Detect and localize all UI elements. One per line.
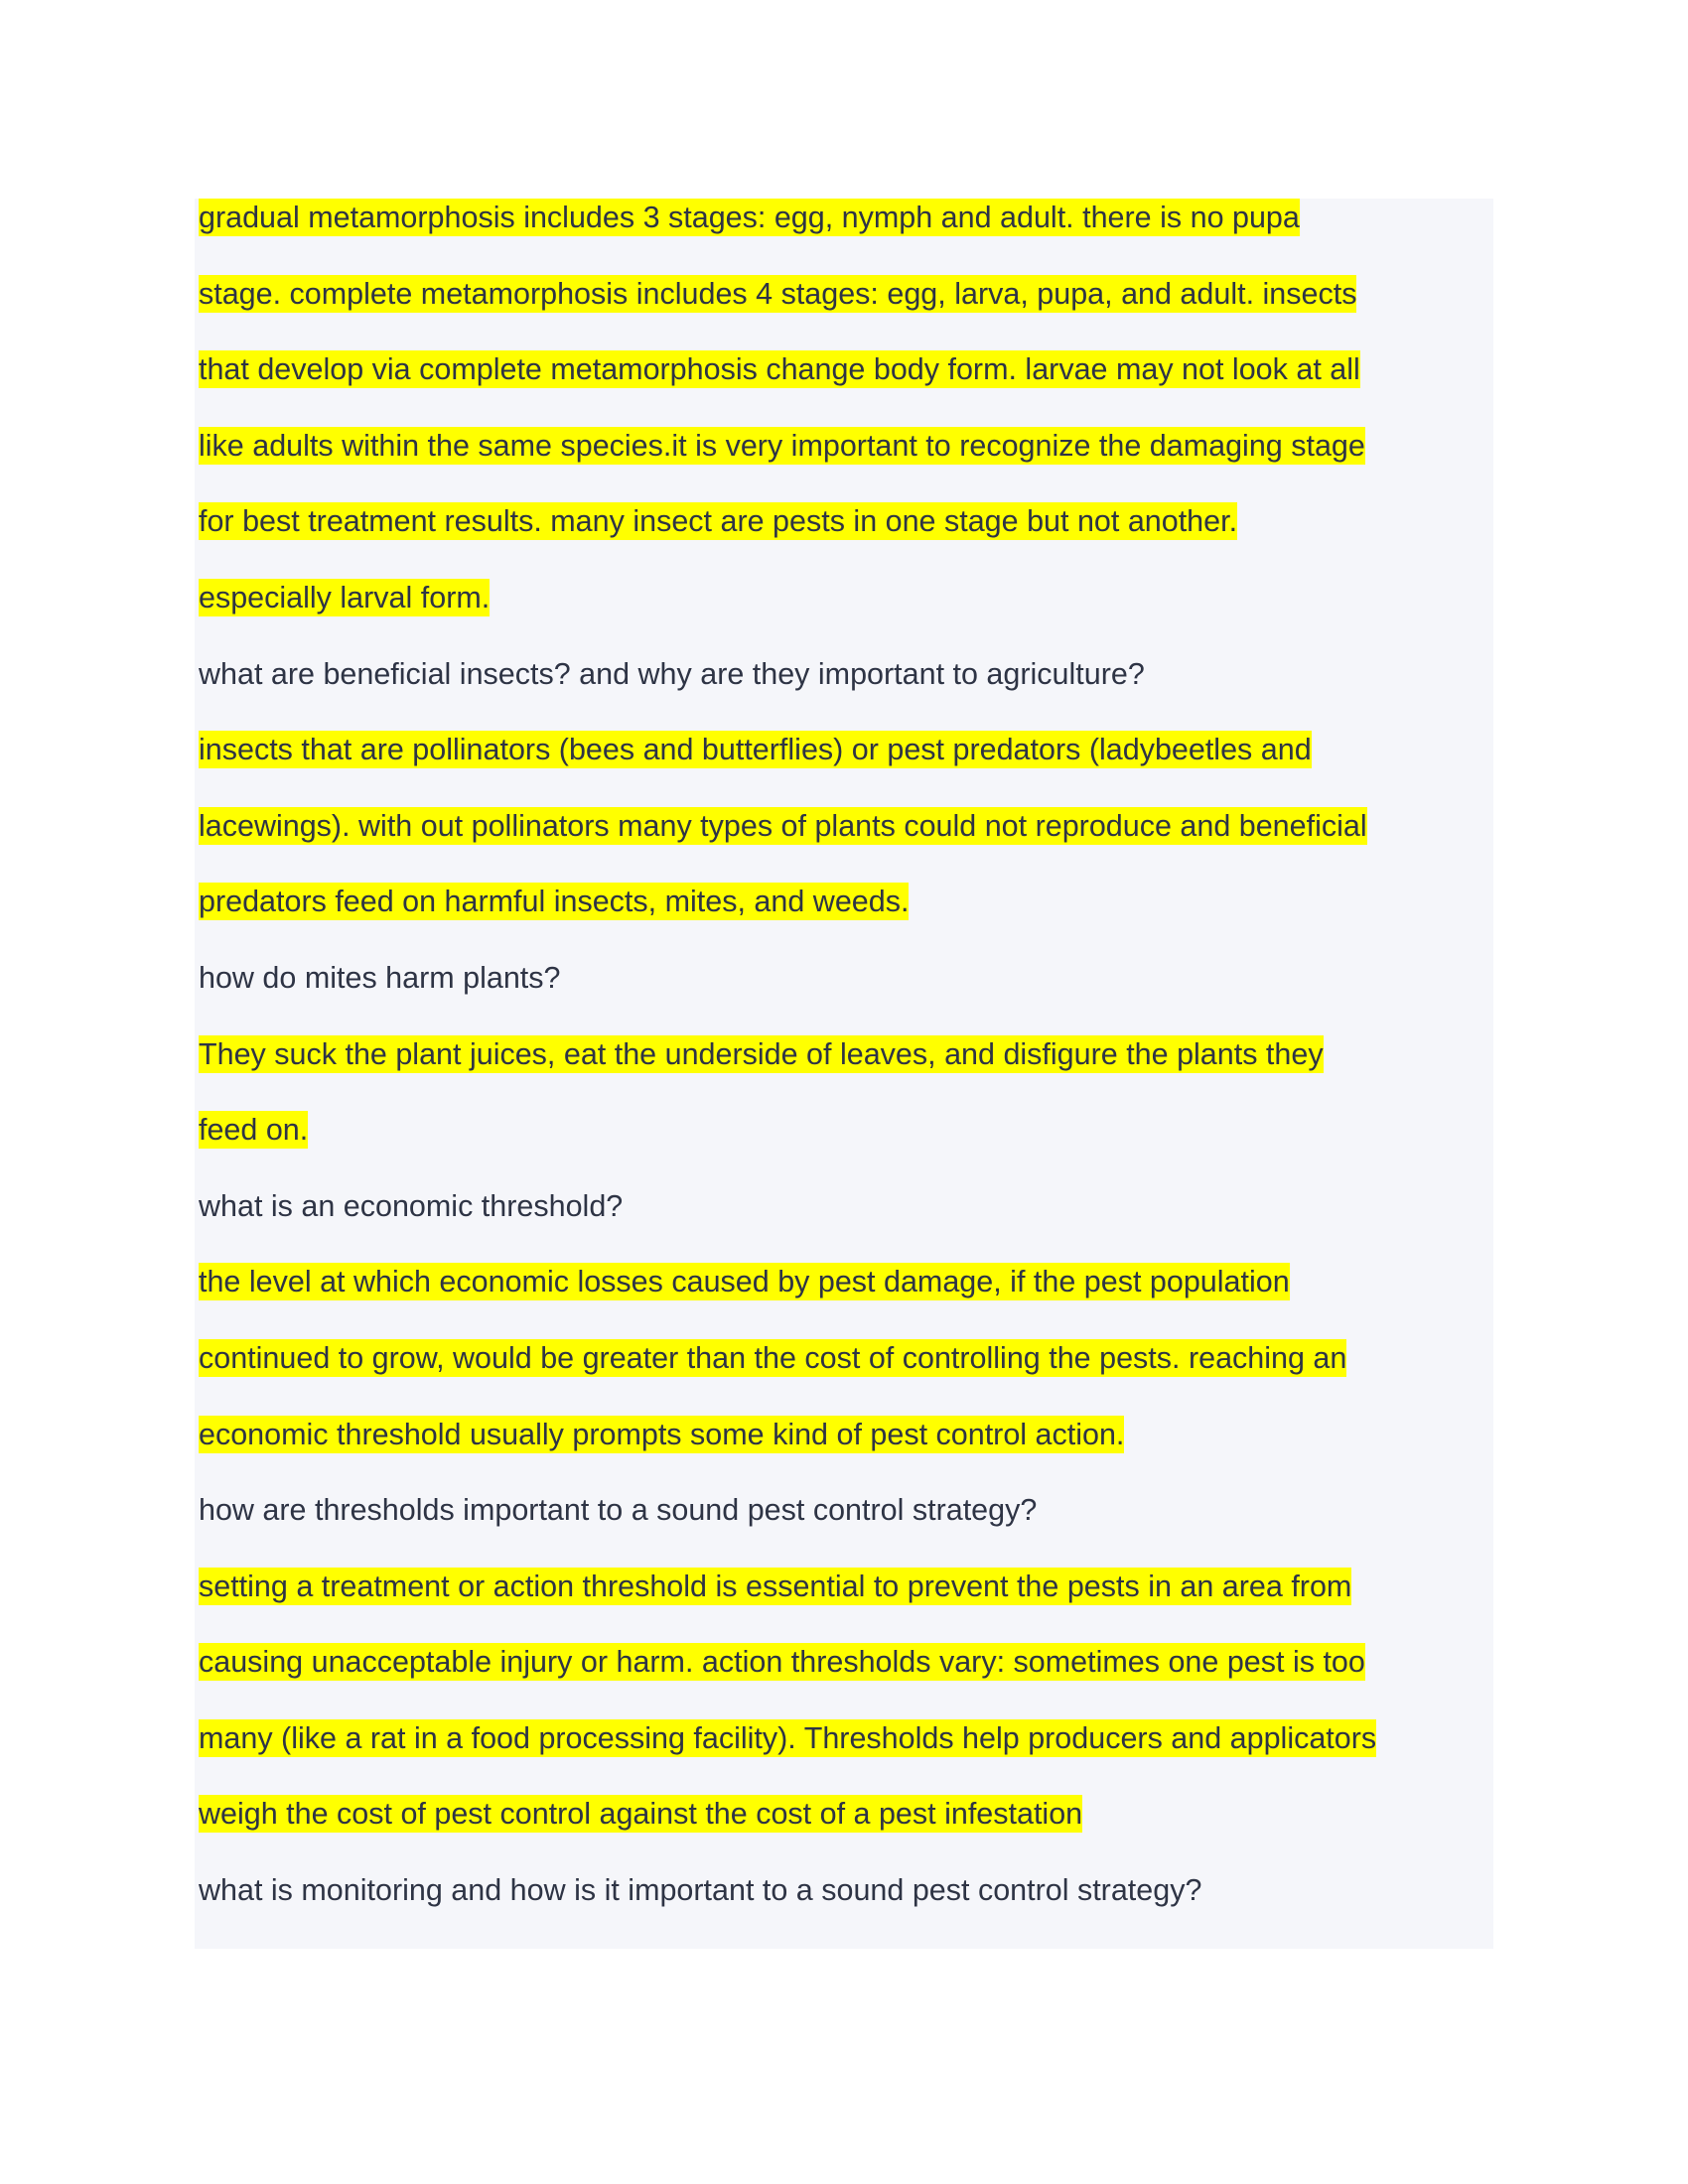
highlighted-text: economic threshold usually prompts some kind of pest control action. — [199, 1417, 1125, 1451]
highlighted-text: for best treatment results. many insect are pests in one stage but not another. — [199, 504, 1238, 539]
highlighted-text: They suck the plant juices, eat the underside of leaves, and disfigure the plants they — [199, 1036, 1324, 1071]
highlighted-text: stage. complete metamorphosis includes 4 stages: egg, larva, pupa, and adult. insects — [199, 276, 1357, 311]
question-text: what are beneficial insects? and why are they important to agriculture? — [199, 656, 1145, 691]
answer-line — [199, 1568, 1489, 1644]
highlighted-text: insects that are pollinators (bees and butterflies) or pest predators (ladybeetles and — [199, 733, 1312, 767]
answer-line — [199, 1416, 1489, 1492]
highlighted-text: causing unacceptable injury or harm. action thresholds vary: sometimes one pest is too — [199, 1645, 1365, 1680]
question-text: what is monitoring and how is it important to a sound pest control strategy? — [199, 1873, 1202, 1908]
highlighted-text: setting a treatment or action threshold is essential to prevent the pests in an area from — [199, 1569, 1352, 1603]
answer-line — [199, 579, 1489, 655]
highlighted-text: continued to grow, would be greater than the cost of controlling the pests. reaching an — [199, 1340, 1347, 1375]
highlighted-text: like adults within the same species.it is very important to recognize the damaging stage — [199, 428, 1365, 463]
highlighted-text: many (like a rat in a food processing facility). Thresholds help producers and applicators — [199, 1720, 1377, 1755]
highlighted-text: the level at which economic losses caused by pest damage, if the pest population — [199, 1265, 1290, 1299]
answer-line — [199, 1111, 1489, 1187]
highlighted-text: predators feed on harmful insects, mites, and weeds. — [199, 885, 910, 919]
question-text: how do mites harm plants? — [199, 960, 561, 995]
highlighted-text: feed on. — [199, 1113, 309, 1148]
answer-line — [199, 350, 1489, 427]
answer-line — [199, 883, 1489, 959]
answer-line — [199, 1339, 1489, 1416]
highlighted-text: weigh the cost of pest control against the cost of a pest infestation — [199, 1797, 1083, 1832]
answer-line — [199, 502, 1489, 579]
answer-line — [199, 1795, 1489, 1871]
answer-line — [199, 427, 1489, 503]
answer-line — [199, 731, 1489, 807]
answer-line — [199, 275, 1489, 351]
answer-line — [199, 199, 1489, 275]
question-text: how are thresholds important to a sound pest control strategy? — [199, 1493, 1038, 1528]
answer-line — [199, 1719, 1489, 1796]
document-body — [199, 199, 1489, 1948]
question-text: what is an economic threshold? — [199, 1188, 624, 1223]
highlighted-text: lacewings). with out pollinators many types of plants could not reproduce and beneficial — [199, 808, 1367, 843]
highlighted-text: especially larval form. — [199, 580, 491, 614]
answer-line — [199, 807, 1489, 884]
question-line — [199, 1187, 1489, 1264]
answer-line — [199, 1263, 1489, 1339]
answer-line — [199, 1035, 1489, 1112]
highlighted-text: that develop via complete metamorphosis change body form. larvae may not look at all — [199, 352, 1360, 387]
question-line — [199, 1871, 1489, 1948]
answer-line — [199, 1643, 1489, 1719]
highlighted-text: gradual metamorphosis includes 3 stages: egg, nymph and adult. there is no pupa — [199, 201, 1300, 234]
question-line — [199, 959, 1489, 1035]
question-line — [199, 655, 1489, 732]
question-line — [199, 1491, 1489, 1568]
